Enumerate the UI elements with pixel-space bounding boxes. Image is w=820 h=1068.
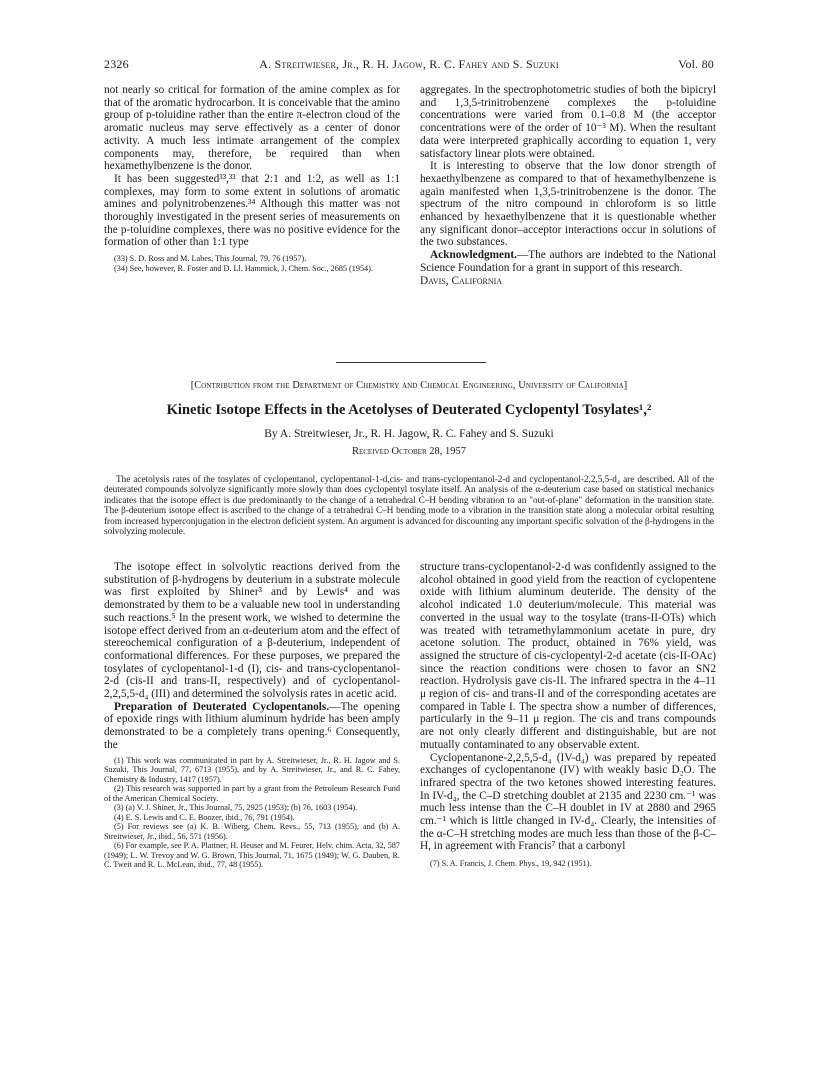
footnote: (34) See, however, R. Foster and D. Ll. Hammick, J. Chem. Soc., 2685 (1954). bbox=[114, 263, 373, 273]
running-header bbox=[104, 57, 714, 73]
footnote: (2) This research was supported in part by a grant from the Petroleum Research Fund of the American Chemical Society. bbox=[104, 784, 400, 803]
volume-label: Vol. 80 bbox=[678, 57, 714, 71]
paragraph: not nearly so critical for formation of the amine complex as for that of the aromatic hydrocarbon. It is conceivable that the amino group of p-toluidine rather than the entire π-electron cloud of the aromatic nucleus may serve effectively as a center of donor activity. A much less intimate arrangement of the complex components may, therefore, be required than when hexamethylbenzene is the donor. bbox=[104, 84, 400, 173]
running-authors: A. Streitwieser, Jr., R. H. Jagow, R. C. Fahey and S. Suzuki bbox=[259, 57, 559, 71]
footnote: (33) S. D. Ross and M. Labes, This Journal, 79, 76 (1957). bbox=[114, 254, 307, 264]
paragraph: The isotope effect in solvolytic reactions derived from the substitution of β-hydrogens by deuterium in a substrate molecule was first exploited by Shiner³ and by Lewis⁴ and was demonstrated by them to be a valuable new tool in understanding such reactions.⁵ In the present work, we wished to determine the isotope effect derived from an α-deuterium atom and the effect of stereochemical configuration of a β-deuterium, independent of conformational differences. For these purposes, we prepared the tosylates of cyclopentanol-1-d (I), cis- and trans-cyclopentanol-2-d (cis-II and trans-II, respectively) and of cyclopentanol-2,2,5,5-d₄ (III) and determined the solvolysis rates in acetic acid. bbox=[104, 561, 400, 701]
footnote: (4) E. S. Lewis and C. E. Boozer, ibid., 76, 791 (1954). bbox=[114, 812, 295, 822]
paragraph: It is interesting to observe that the low donor strength of hexaethylbenzene as compared to that of hexamethylbenzene is again manifested when 1,3,5-trinitrobenzene is the donor. The spectrum of the nitro compound in chloroform is so little enhanced by hexaethylbenzene that it is questionable whether any significant donor–acceptor interactions occur in solutions of the two substances. bbox=[420, 160, 716, 249]
footnotes bbox=[104, 756, 400, 870]
body-left-column bbox=[104, 561, 400, 870]
paragraph: It has been suggested³³,³³ that 2:1 and 1:2, as well as 1:1 complexes, may form to some extent in solutions of aromatic amines and polynitrobenzenes.³⁴ Although this matter was not thoroughly investigated in the present series of measurements on the p-toluidine complexes, there was no positive evidence for the formation of other than 1:1 type bbox=[104, 172, 400, 249]
footnote: (7) S. A. Francis, J. Chem. Phys., 19, 942 (1951). bbox=[430, 859, 592, 869]
acknowledgment bbox=[420, 249, 716, 274]
footnote: (3) (a) V. J. Shiner, Jr., This Journal, 75, 2925 (1953); (b) 76, 1603 (1954). bbox=[114, 803, 358, 813]
acknowledgment-label: Acknowledgment. bbox=[430, 249, 517, 262]
footnote: (1) This work was communicated in part by A. Streitwieser, Jr., R. H. Jagow and S. Suzuki, This Journal, 77, 6713 (1955), and by A. Streitwieser, Jr., and R. C. Fahey, Chemistry & Industry, 1417 (1957). bbox=[104, 755, 400, 784]
article-title: Kinetic Isotope Effects in the Acetolyses of Deuterated Cyclopentyl Tosylates¹,² bbox=[166, 402, 652, 418]
page-number: 2326 bbox=[104, 57, 129, 71]
footnotes bbox=[420, 859, 716, 869]
byline: By A. Streitwieser, Jr., R. H. Jagow, R. C. Fahey and S. Suzuki bbox=[264, 428, 554, 440]
acknowledgment-text: —The authors are indebted to the National Science Foundation for a grant in support of this research. bbox=[420, 249, 716, 274]
location: Davis, California bbox=[420, 274, 503, 287]
top-right-column bbox=[420, 84, 716, 287]
footnote: (6) For example, see P. A. Plattner, H. Heuser and M. Feurer, Helv. chim. Acta, 32, 587 (1949); L. W. Trevoy and W. G. Brown, This Journal, 71, 1675 (1949); W. G. Dauben, R. C. Tweit and R. L. McLean, ibid., 77, 48 (1955). bbox=[104, 841, 400, 870]
paragraph bbox=[104, 701, 400, 752]
section-divider bbox=[336, 362, 486, 363]
paragraph-text: —The opening of epoxide rings with lithium aluminum hydride has been amply demonstrated to be a completely trans opening.⁶ Consequently, the bbox=[104, 700, 400, 751]
top-left-column bbox=[104, 84, 400, 273]
footnote: (5) For reviews see (a) K. B. Wiberg, Chem. Revs., 55, 713 (1955), and (b) A. Streitwieser, Jr., ibid., 56, 571 (1956). bbox=[104, 822, 400, 841]
paragraph: Cyclopentanone-2,2,5,5-d₄ (IV-d₄) was prepared by repeated exchanges of cyclopentanone (IV) with weakly basic D₂O. The infrared spectra of the two ketones showed interesting features. In IV-d₄, the C–D stretching doublet at 2135 and 2230 cm.⁻¹ was much less intense than the C–H doublet in IV at 2880 and 2965 cm.⁻¹ which is little changed in IV-d₄. Clearly, the intensities of the α-C–H stretching modes are much less than those of the β-C–H, in agreement with Francis⁷ that a carbonyl bbox=[420, 751, 716, 853]
paragraph: structure trans-cyclopentanol-2-d was confidently assigned to the alcohol obtained in good yield from the reaction of cyclopentene oxide with lithium aluminum deuteride. The density of the alcohol indicated 1.0 deuterium/molecule. This material was converted in the usual way to the tosylate (trans-II-OTs) which was treated with tetramethylammonium acetate in pure, dry acetone solution. The product, obtained in 76% yield, was assigned the structure of cis-cyclopentyl-2-d acetate (cis-II-OAc) since the reaction conditions were chosen to favor an SN2 reaction. Hydrolysis gave cis-II. The infrared spectra in the 4–11 μ region of cis- and trans-II and of the corresponding acetates are compared in Table I. The spectra show a number of differences, particularly in the 9–11 μ region. The cis and trans compounds are not only clearly different and distinguishable, but are not mutually contaminated to any observable extent. bbox=[420, 561, 716, 751]
contribution-line: [Contribution from the Department of Chemistry and Chemical Engineering, University of California] bbox=[190, 380, 628, 391]
paragraph: aggregates. In the spectrophotometric studies of both the bipicryl and 1,3,5-trinitrobenzene complexes the p-toluidine concentrations were varied from 0.1–0.8 M (the acceptor concentrations were of the order of 10⁻³ M). When the resultant data were interpreted graphically according to equation 1, very satisfactory linear plots were obtained. bbox=[420, 84, 716, 160]
abstract: The acetolysis rates of the tosylates of cyclopentanol, cyclopentanol-1-d,cis- and trans-cyclopentanol-2-d and cyclopentanol-2,2,5,5-d₄ are described. All of the deuterated compounds solvolyze significantly more slowly than does cyclopentyl tosylate itself. An analysis of the α-deuterium case based on statistical mechanics indicates that the isotope effect is due predominantly to the change of a tetrahedral C–H bending vibration to an "out-of-plane" deformation in the transition state. The β-deuterium isotope effect is ascribed to the change of a tetrahedral C–H bending mode to a vibration in the transition state along a molecular orbital resulting from increased hyperconjugation in the electron deficient system. An argument is advanced for discounting any important specific solvation of the β-hydrogens in the solvolyzing molecule. bbox=[104, 474, 714, 537]
section-heading: Preparation of Deuterated Cyclopentanols. bbox=[114, 700, 330, 713]
received-date: Received October 28, 1957 bbox=[351, 446, 466, 457]
footnotes bbox=[104, 254, 400, 273]
body-right-column bbox=[420, 561, 716, 869]
